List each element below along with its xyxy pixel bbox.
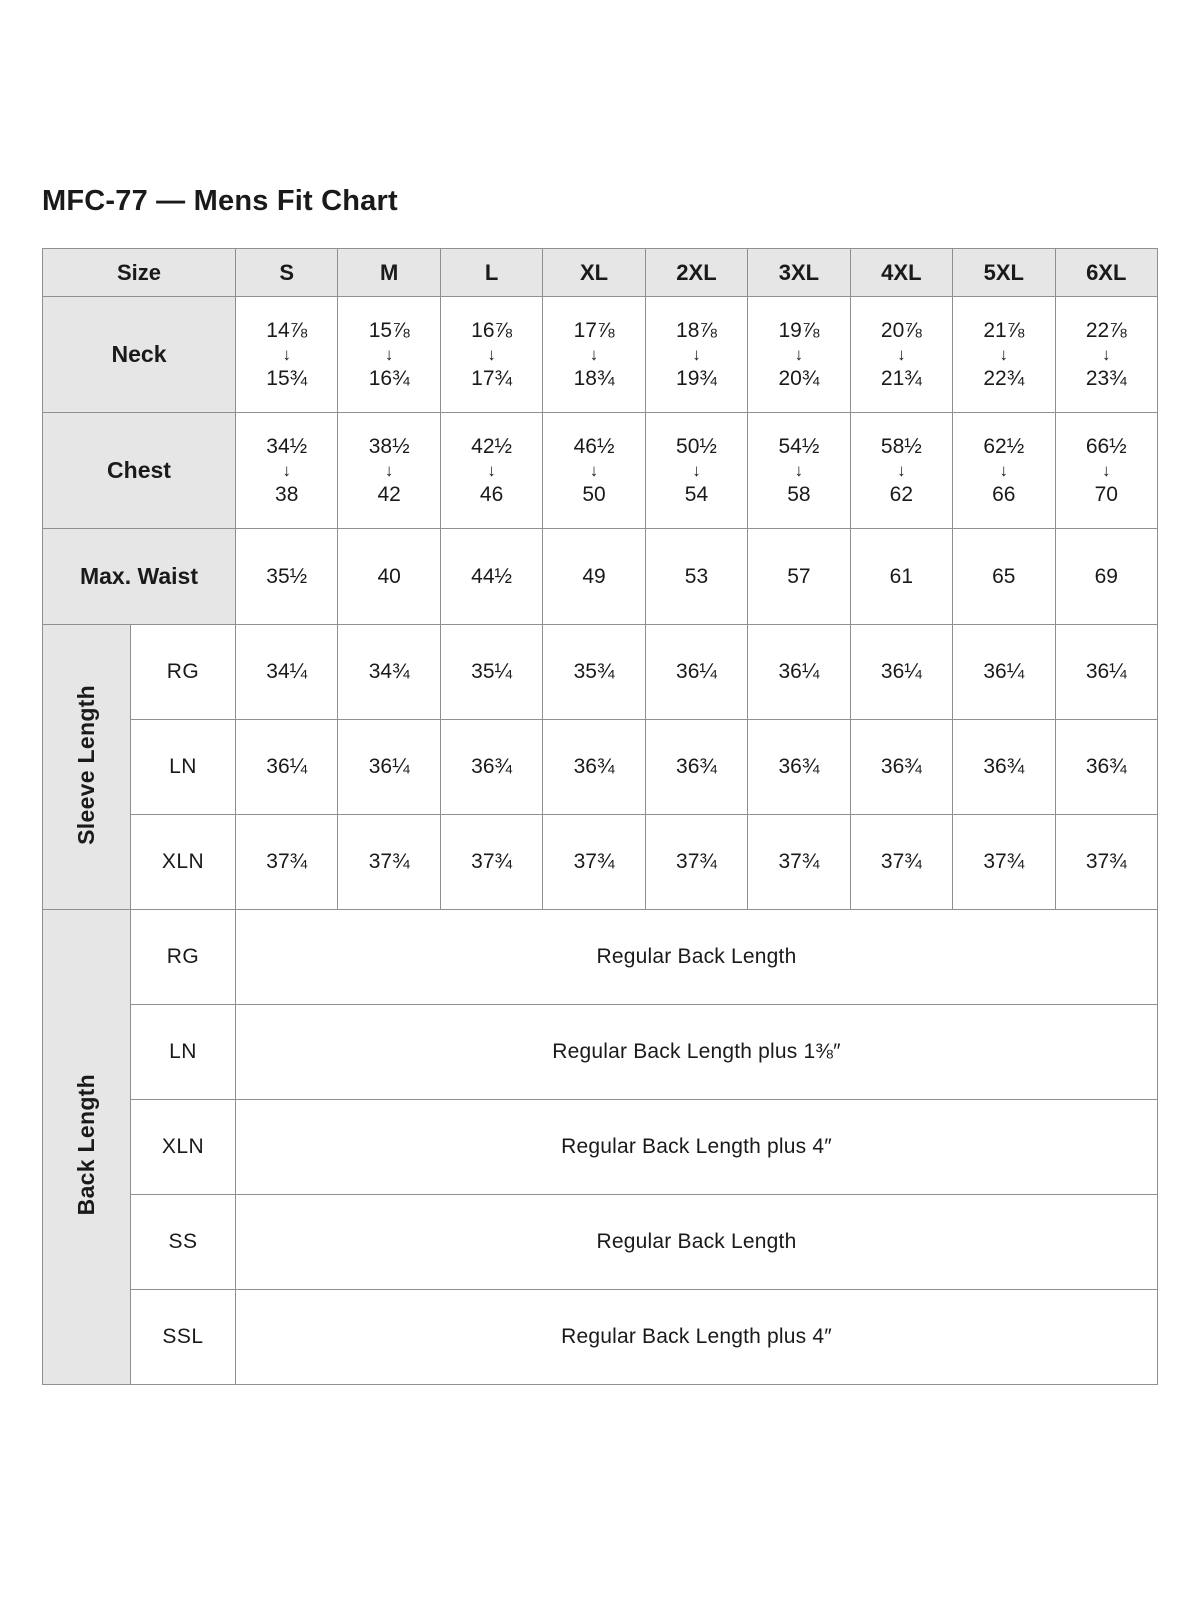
waist-value-cell: 35½ xyxy=(236,529,338,625)
range-to-value: 46 xyxy=(479,482,504,506)
size-col-header-6xl: 6XL xyxy=(1055,249,1158,297)
back-ln-text-cell: Regular Back Length plus 1⅜″ xyxy=(236,1005,1158,1100)
size-col-header-3xl: 3XL xyxy=(748,249,850,297)
waist-value-cell: 44½ xyxy=(440,529,542,625)
neck-value-cell xyxy=(953,297,1055,413)
waist-value-cell: 61 xyxy=(850,529,952,625)
sleeve-xln-value-cell: 37¾ xyxy=(748,815,850,910)
sleeve-ln-label: LN xyxy=(131,720,236,815)
sleeve-ln-value-cell: 36¼ xyxy=(338,720,440,815)
range-from-value: 16⅞ xyxy=(471,318,513,342)
max-waist-row-label: Max. Waist xyxy=(43,529,236,625)
back-rg-text-cell: Regular Back Length xyxy=(236,910,1158,1005)
chest-value-cell xyxy=(1055,413,1158,529)
down-arrow-icon: ↓ xyxy=(589,345,599,365)
back-rg-label: RG xyxy=(131,910,236,1005)
sleeve-length-group-label xyxy=(43,625,131,910)
range-to-value: 23¾ xyxy=(1085,366,1127,390)
sleeve-ln-value-cell: 36¾ xyxy=(440,720,542,815)
down-arrow-icon: ↓ xyxy=(897,461,906,481)
neck-value-cell xyxy=(543,297,645,413)
range-to-value: 22¾ xyxy=(983,366,1025,390)
down-arrow-icon: ↓ xyxy=(1102,461,1111,481)
chest-value-cell xyxy=(748,413,850,529)
back-xln-text-cell: Regular Back Length plus 4″ xyxy=(236,1100,1158,1195)
sleeve-rg-value-cell: 36¼ xyxy=(953,625,1055,720)
size-col-header-l: L xyxy=(440,249,542,297)
sleeve-rg-value-cell: 36¼ xyxy=(850,625,952,720)
neck-value-cell xyxy=(236,297,338,413)
size-col-header-2xl: 2XL xyxy=(645,249,747,297)
down-arrow-icon: ↓ xyxy=(692,461,701,481)
sleeve-ln-value-cell: 36¾ xyxy=(748,720,850,815)
sleeve-rg-value-cell: 35¼ xyxy=(440,625,542,720)
range-to-value: 70 xyxy=(1094,482,1118,506)
back-ln-label: LN xyxy=(131,1005,236,1100)
waist-value-cell: 69 xyxy=(1055,529,1158,625)
back-ss-label: SS xyxy=(131,1195,236,1290)
range-to-value: 54 xyxy=(684,482,709,506)
range-to-value: 16¾ xyxy=(368,366,410,390)
range-from-value: 38½ xyxy=(368,434,410,458)
sleeve-xln-value-cell: 37¾ xyxy=(236,815,338,910)
range-to-value: 50 xyxy=(582,482,606,506)
waist-value-cell: 53 xyxy=(645,529,747,625)
chest-row xyxy=(43,413,1158,529)
sleeve-xln-label: XLN xyxy=(131,815,236,910)
waist-value-cell: 65 xyxy=(953,529,1055,625)
range-to-value: 17¾ xyxy=(471,366,513,390)
sleeve-xln-value-cell: 37¾ xyxy=(645,815,747,910)
back-ssl-row xyxy=(43,1290,1158,1385)
down-arrow-icon: ↓ xyxy=(794,345,804,365)
neck-value-cell xyxy=(748,297,850,413)
size-header-cell: Size xyxy=(43,249,236,297)
sleeve-xln-value-cell: 37¾ xyxy=(1055,815,1158,910)
range-to-value: 15¾ xyxy=(266,366,308,390)
chest-value-cell xyxy=(645,413,747,529)
back-rg-row xyxy=(43,910,1158,1005)
down-arrow-icon: ↓ xyxy=(1102,345,1111,365)
down-arrow-icon: ↓ xyxy=(589,461,599,481)
down-arrow-icon: ↓ xyxy=(282,345,291,365)
waist-value-cell: 57 xyxy=(748,529,850,625)
sleeve-ln-row xyxy=(43,720,1158,815)
range-from-value: 58½ xyxy=(880,434,922,458)
down-arrow-icon: ↓ xyxy=(897,345,906,365)
neck-row xyxy=(43,297,1158,413)
neck-row-label: Neck xyxy=(43,297,236,413)
sleeve-rg-row xyxy=(43,625,1158,720)
sleeve-ln-value-cell: 36¾ xyxy=(645,720,747,815)
size-col-header-4xl: 4XL xyxy=(850,249,952,297)
range-from-value: 22⅞ xyxy=(1085,318,1127,342)
sleeve-rg-label: RG xyxy=(131,625,236,720)
sleeve-ln-value-cell: 36¾ xyxy=(850,720,952,815)
range-from-value: 17⅞ xyxy=(573,318,615,342)
chest-value-cell xyxy=(338,413,440,529)
sleeve-ln-value-cell: 36¾ xyxy=(953,720,1055,815)
sleeve-ln-value-cell: 36¾ xyxy=(1055,720,1158,815)
sleeve-rg-value-cell: 36¼ xyxy=(645,625,747,720)
down-arrow-icon: ↓ xyxy=(384,345,394,365)
range-from-value: 18⅞ xyxy=(676,318,717,342)
range-to-value: 58 xyxy=(787,482,811,506)
back-length-label-text: Back Length xyxy=(73,1074,99,1216)
down-arrow-icon: ↓ xyxy=(999,461,1009,481)
neck-value-cell xyxy=(338,297,440,413)
range-to-value: 38 xyxy=(275,482,299,506)
sleeve-length-label-text: Sleeve Length xyxy=(73,684,99,845)
range-from-value: 21⅞ xyxy=(983,318,1025,342)
down-arrow-icon: ↓ xyxy=(692,345,701,365)
sleeve-xln-value-cell: 37¾ xyxy=(543,815,645,910)
sleeve-rg-value-cell: 35¾ xyxy=(543,625,645,720)
sleeve-rg-value-cell: 34¾ xyxy=(338,625,440,720)
max-waist-row xyxy=(43,529,1158,625)
back-ssl-text-cell: Regular Back Length plus 4″ xyxy=(236,1290,1158,1385)
range-from-value: 46½ xyxy=(573,434,615,458)
back-xln-row xyxy=(43,1100,1158,1195)
waist-value-cell: 49 xyxy=(543,529,645,625)
page-title: MFC-77 — Mens Fit Chart xyxy=(42,185,398,217)
range-to-value: 20¾ xyxy=(778,366,820,390)
range-from-value: 54½ xyxy=(778,434,820,458)
chest-row-label: Chest xyxy=(43,413,236,529)
back-ss-row xyxy=(43,1195,1158,1290)
neck-value-cell xyxy=(850,297,952,413)
down-arrow-icon: ↓ xyxy=(487,345,496,365)
range-from-value: 42½ xyxy=(471,434,513,458)
size-col-header-m: M xyxy=(338,249,440,297)
sleeve-rg-value-cell: 36¼ xyxy=(748,625,850,720)
range-to-value: 18¾ xyxy=(573,366,615,390)
sleeve-xln-value-cell: 37¾ xyxy=(440,815,542,910)
range-from-value: 20⅞ xyxy=(880,318,922,342)
chest-value-cell xyxy=(850,413,952,529)
range-to-value: 19¾ xyxy=(676,366,717,390)
down-arrow-icon: ↓ xyxy=(794,461,804,481)
down-arrow-icon: ↓ xyxy=(282,461,291,481)
range-from-value: 14⅞ xyxy=(266,318,308,342)
waist-value-cell: 40 xyxy=(338,529,440,625)
header-row xyxy=(43,249,1158,297)
range-from-value: 50½ xyxy=(676,434,717,458)
back-ln-row xyxy=(43,1005,1158,1100)
back-ss-text-cell: Regular Back Length xyxy=(236,1195,1158,1290)
back-ssl-label: SSL xyxy=(131,1290,236,1385)
fit-chart-table xyxy=(42,248,1158,1385)
neck-value-cell xyxy=(440,297,542,413)
back-xln-label: XLN xyxy=(131,1100,236,1195)
neck-value-cell xyxy=(645,297,747,413)
chest-value-cell xyxy=(440,413,542,529)
range-to-value: 66 xyxy=(992,482,1016,506)
range-from-value: 34½ xyxy=(266,434,308,458)
down-arrow-icon: ↓ xyxy=(487,461,496,481)
sleeve-xln-row xyxy=(43,815,1158,910)
range-from-value: 15⅞ xyxy=(368,318,410,342)
down-arrow-icon: ↓ xyxy=(384,461,394,481)
sleeve-ln-value-cell: 36¼ xyxy=(236,720,338,815)
sleeve-xln-value-cell: 37¾ xyxy=(953,815,1055,910)
neck-value-cell xyxy=(1055,297,1158,413)
size-col-header-xl: XL xyxy=(543,249,645,297)
chest-value-cell xyxy=(236,413,338,529)
chest-value-cell xyxy=(953,413,1055,529)
sleeve-xln-value-cell: 37¾ xyxy=(338,815,440,910)
range-to-value: 21¾ xyxy=(880,366,922,390)
sleeve-ln-value-cell: 36¾ xyxy=(543,720,645,815)
range-to-value: 62 xyxy=(889,482,914,506)
sleeve-rg-value-cell: 36¼ xyxy=(1055,625,1158,720)
back-length-group-label xyxy=(43,910,131,1385)
size-col-header-s: S xyxy=(236,249,338,297)
range-from-value: 62½ xyxy=(983,434,1025,458)
range-from-value: 66½ xyxy=(1085,434,1127,458)
range-from-value: 19⅞ xyxy=(778,318,820,342)
sleeve-xln-value-cell: 37¾ xyxy=(850,815,952,910)
chest-value-cell xyxy=(543,413,645,529)
size-col-header-5xl: 5XL xyxy=(953,249,1055,297)
down-arrow-icon: ↓ xyxy=(999,345,1009,365)
sleeve-rg-value-cell: 34¼ xyxy=(236,625,338,720)
range-to-value: 42 xyxy=(377,482,401,506)
